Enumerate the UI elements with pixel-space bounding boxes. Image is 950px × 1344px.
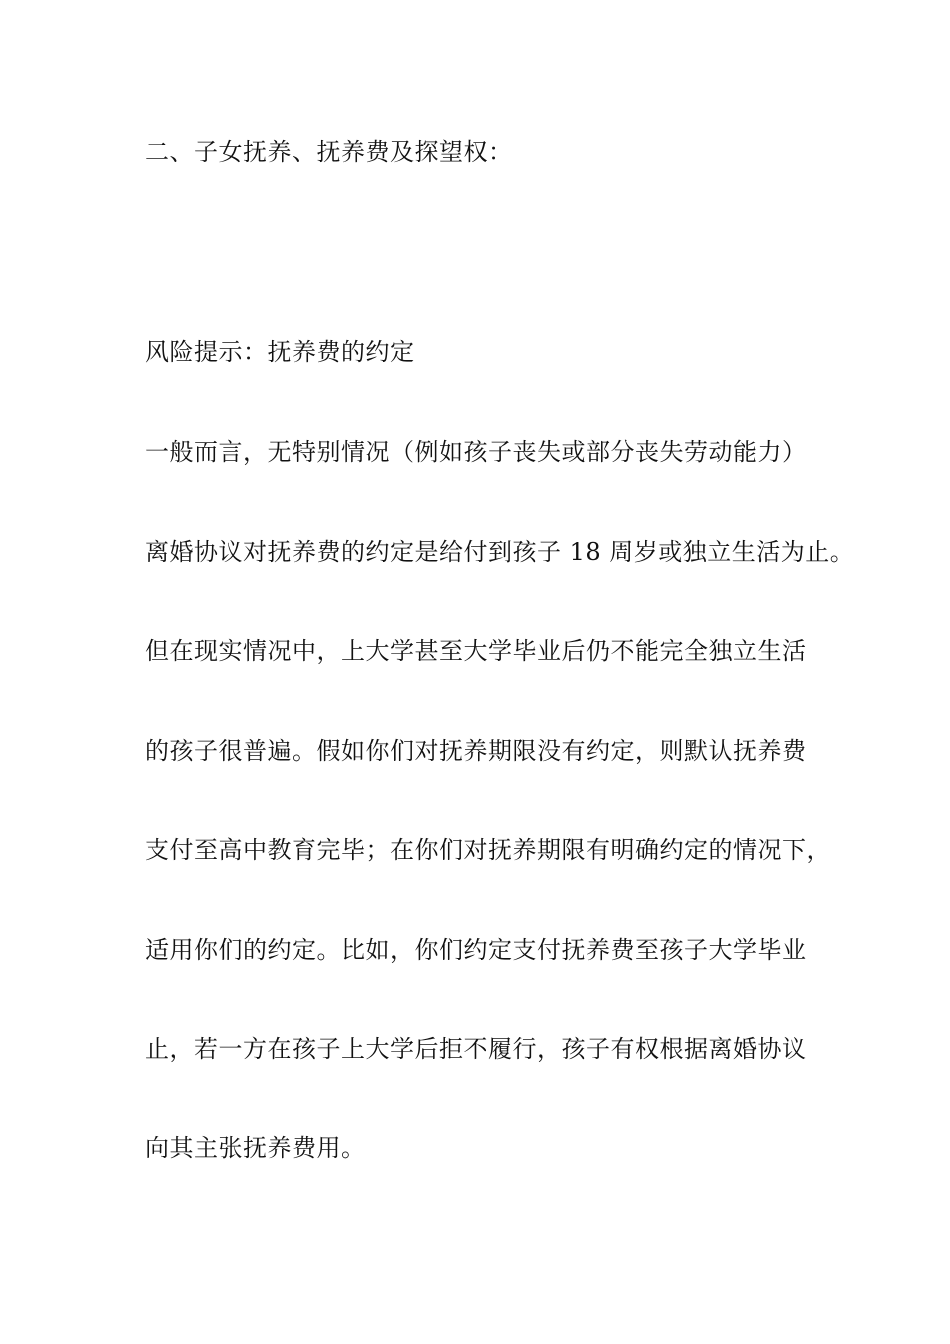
paragraph-line: 的孩子很普遍。假如你们对抚养期限没有约定，则默认抚养费 [145, 737, 807, 765]
paragraph-line: 但在现实情况中，上大学甚至大学毕业后仍不能完全独立生活 [145, 637, 807, 665]
paragraph-line: 离婚协议对抚养费的约定是给付到孩子 18 周岁或独立生活为止。 [145, 538, 855, 566]
paragraph-line: 适用你们的约定。比如，你们约定支付抚养费至孩子大学毕业 [145, 936, 807, 964]
risk-heading: 风险提示：抚养费的约定 [145, 338, 415, 366]
section-heading: 二、子女抚养、抚养费及探望权： [145, 138, 513, 166]
paragraph-line: 止，若一方在孩子上大学后拒不履行，孩子有权根据离婚协议 [145, 1035, 807, 1063]
paragraph-line: 一般而言，无特别情况（例如孩子丧失或部分丧失劳动能力） [145, 438, 807, 466]
paragraph-line: 支付至高中教育完毕；在你们对抚养期限有明确约定的情况下， [145, 836, 831, 864]
paragraph-line: 向其主张抚养费用。 [145, 1134, 366, 1162]
